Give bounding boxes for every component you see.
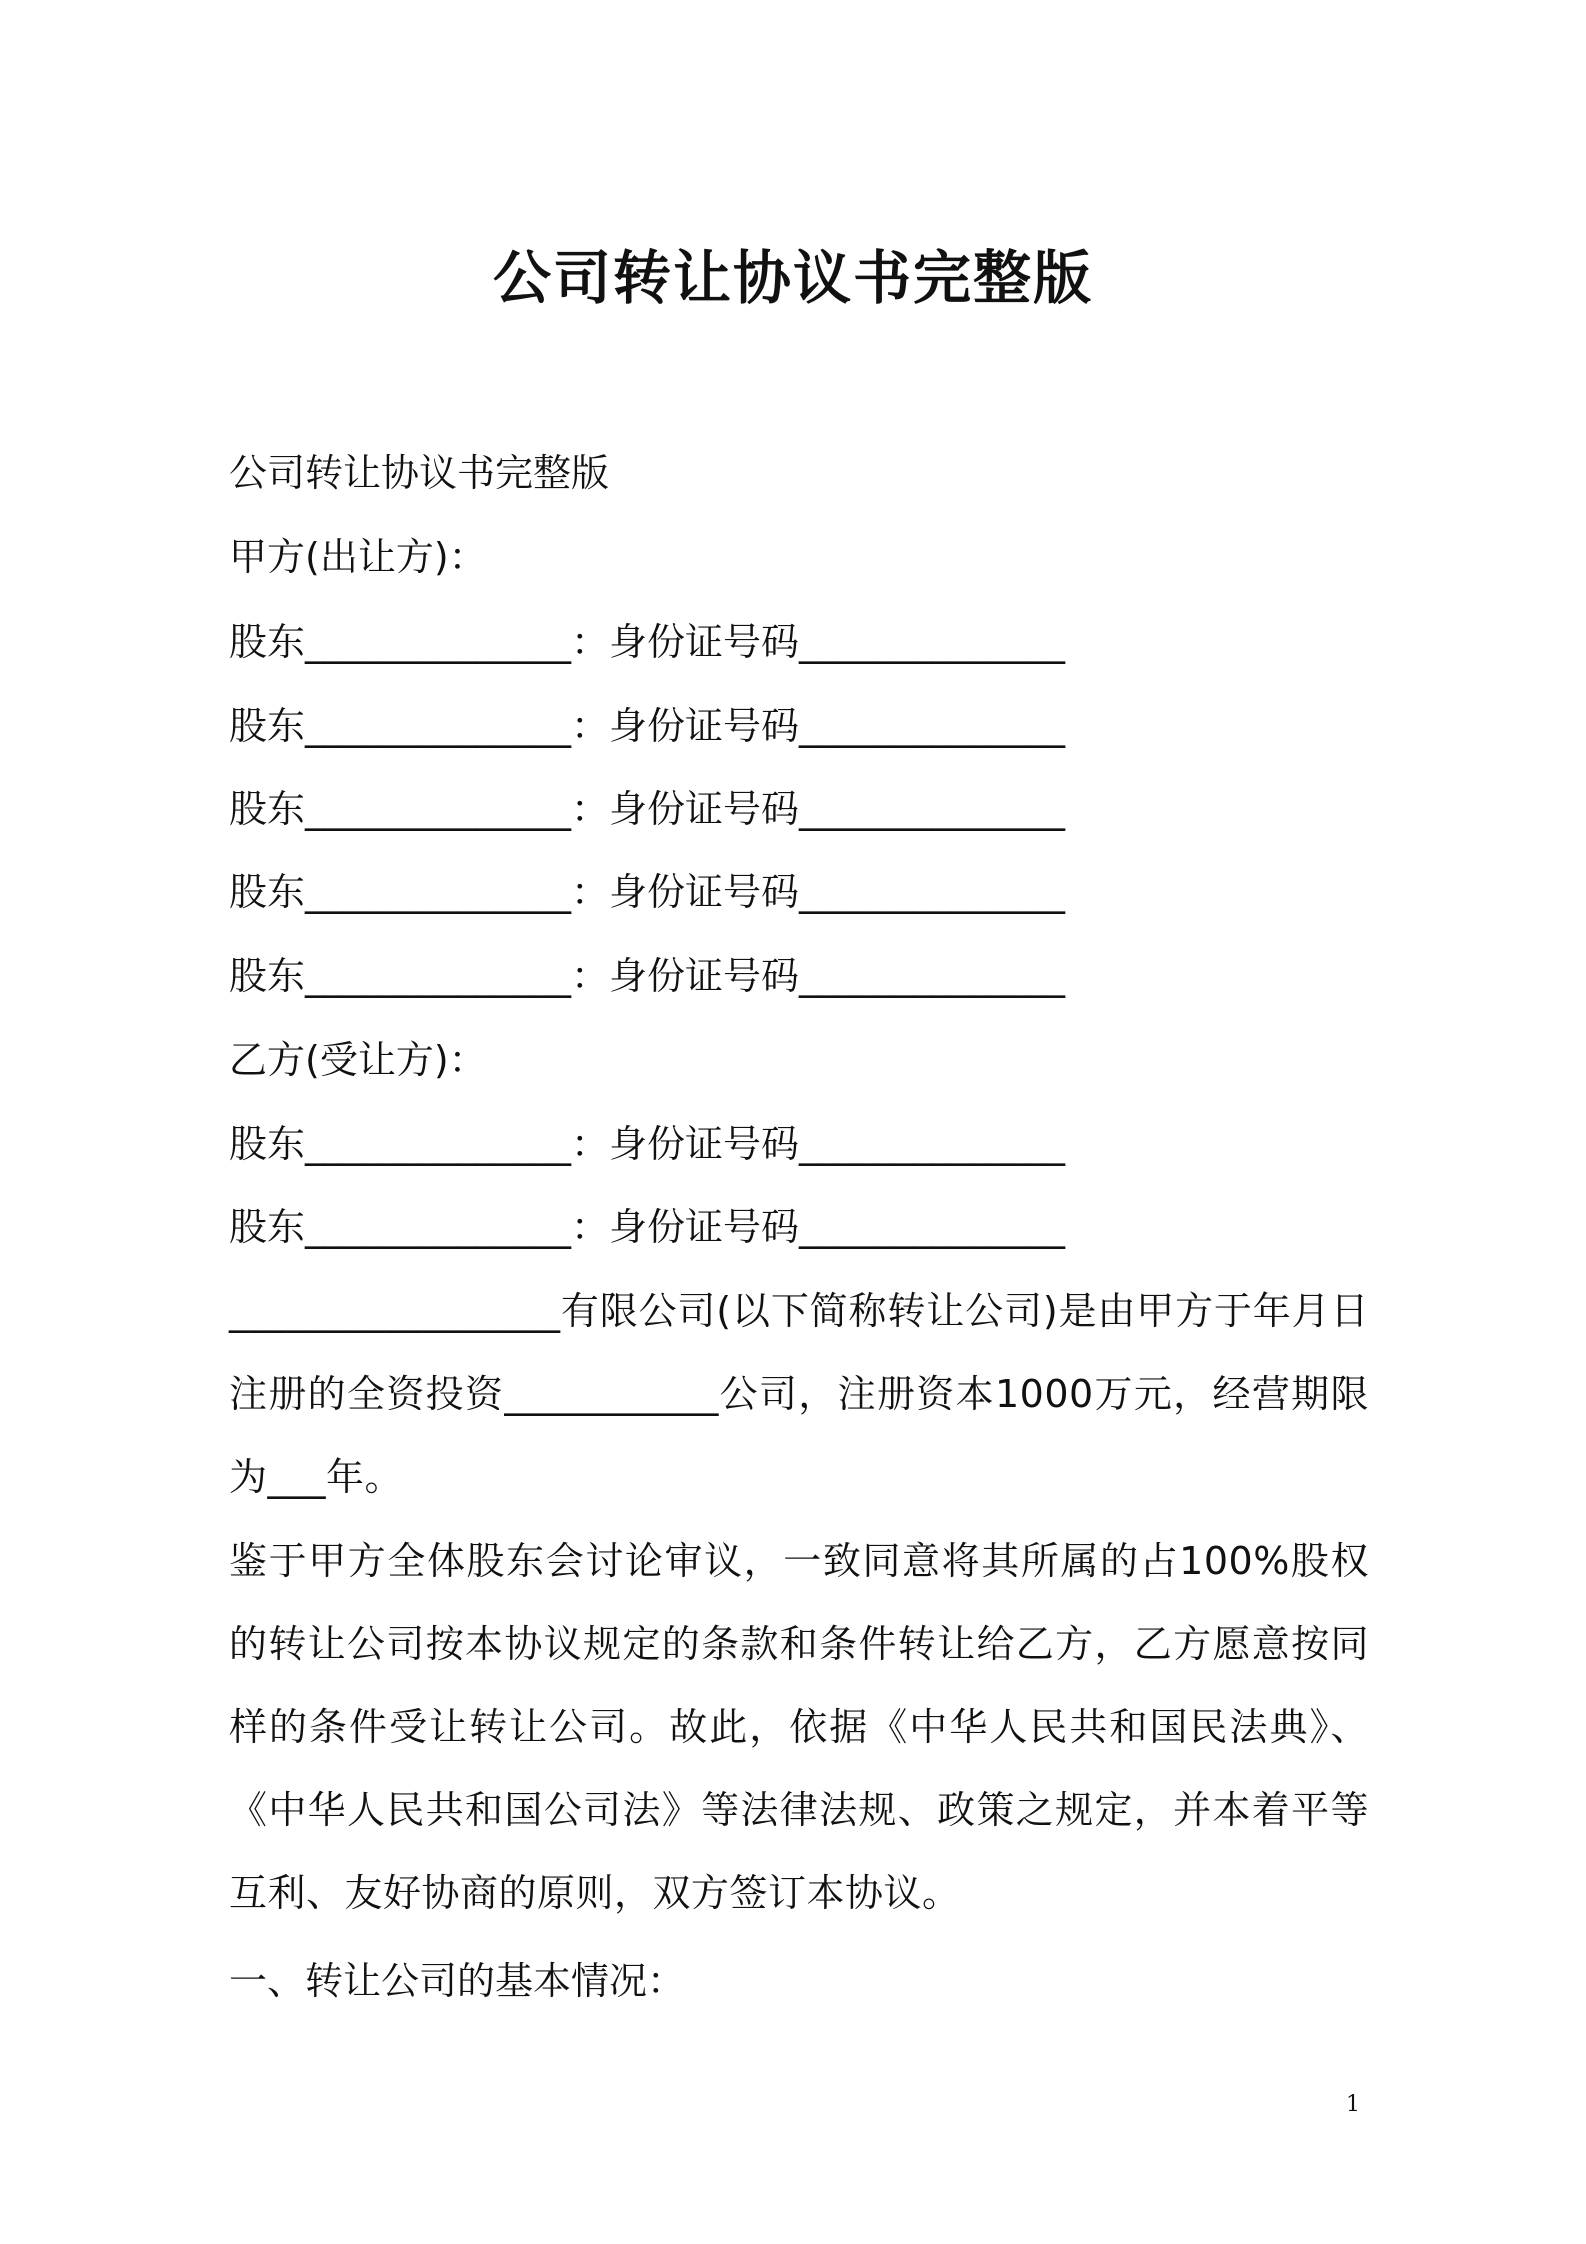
- section-1-heading: 一、转让公司的基本情况：: [229, 1959, 686, 2003]
- party-a-shareholder-row: 股东______________：身份证号码______________: [229, 787, 1066, 831]
- recital-paragraph: 鉴于甲方全体股东会讨论审议，一致同意将其所属的占100%股权的转让公司按本协议规定的条款和条件转让给乙方，乙方愿意按同样的条件受让转让公司。故此，依据《中华人民共和国民法典》、《中华人民共和国公司法》等法律法规、政策之规定，并本着平等互利、友好协商的原则，双方签订本协议。: [229, 1539, 1369, 1915]
- document-subtitle: 公司转让协议书完整版: [229, 451, 610, 495]
- party-b-heading: 乙方(受让方)：: [229, 1038, 487, 1082]
- party-a-shareholder-row: 股东______________：身份证号码______________: [229, 954, 1066, 998]
- party-b-shareholder-row: 股东______________：身份证号码______________: [229, 1122, 1066, 1166]
- intro-paragraph: _________________有限公司(以下简称转让公司)是由甲方于年月日注册的全资投资___________公司，注册资本1000万元，经营期限为___年。: [229, 1289, 1369, 1499]
- party-a-shareholder-row: 股东______________：身份证号码______________: [229, 620, 1066, 664]
- party-a-shareholder-row: 股东______________：身份证号码______________: [229, 704, 1066, 748]
- document-title: 公司转让协议书完整版: [492, 244, 1093, 312]
- party-b-shareholder-row: 股东______________：身份证号码______________: [229, 1205, 1066, 1249]
- party-a-heading: 甲方(出让方)：: [229, 535, 487, 579]
- page-number: 1: [1346, 2092, 1360, 2117]
- party-a-shareholder-row: 股东______________：身份证号码______________: [229, 870, 1066, 914]
